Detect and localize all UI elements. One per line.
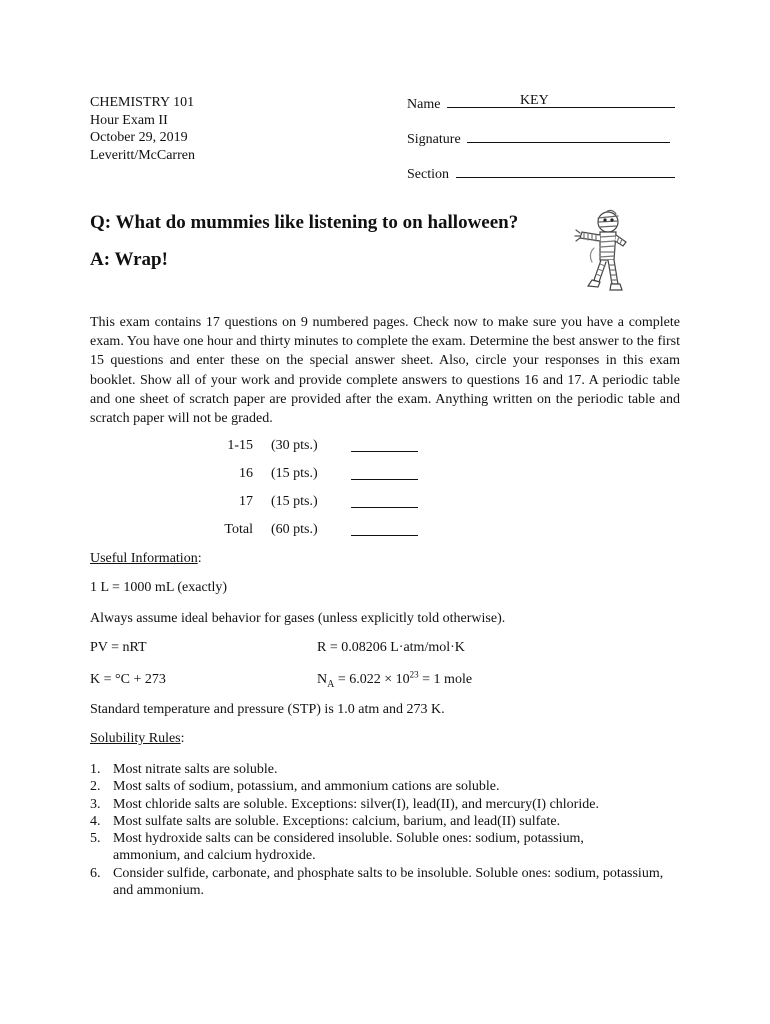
heading-colon: : [197,551,202,566]
solubility-heading [90,731,185,747]
ideal-gas-note: Always assume ideal behavior for gases (unless explicitly told otherwise). [90,611,506,626]
score-row [180,466,440,484]
avogadro-exponent: 23 [409,669,419,680]
name-label: Name [407,97,441,112]
avogadro-subscript: A [327,678,335,690]
section-field [407,164,675,183]
avogadro-number [317,669,473,690]
kelvin-conversion: K = °C + 273 [90,672,166,687]
useful-info-heading-text: Useful Information [90,551,198,566]
rule-text: Consider sulfide, carbonate, and phosphate salts to be insoluble. Soluble ones: sodium, potassium, and ammonium. [113,865,664,899]
avogadro-unit: = 1 mole [418,672,473,687]
list-item [90,778,690,795]
score-blank[interactable] [351,479,418,480]
name-line[interactable] [447,94,675,108]
rule-text: Most nitrate salts are soluble. [113,762,278,777]
score-row [180,438,440,456]
section-line[interactable] [456,164,675,178]
score-blank[interactable] [351,507,418,508]
course-title: CHEMISTRY 101 [90,95,195,110]
score-points: (15 pts.) [271,466,318,481]
score-row [180,494,440,512]
list-item [90,865,669,900]
score-row-total [180,522,440,540]
rule-text: Most sulfate salts are soluble. Exceptions: calcium, barium, and lead(II) sulfate. [113,813,561,829]
score-question: 1-15 [227,438,253,453]
exam-instructions: This exam contains 17 questions on 9 numbered pages. Check now to make sure you have a complete exam. You have one hour and thirty minutes to complete the exam. Determine the best answer to the first 15 questions and enter these on the special answer sheet. Also, circle your responses in this exam booklet. Show all of your work and provide complete answers to questions 16 and 17. A periodic table and one sheet of scratch paper are provided after the exam. Anything written on the periodic table and scratch paper will not be graded. [90,315,680,427]
name-value: KEY [519,93,549,108]
gas-constant: R = 0.08206 L·atm/mol·K [317,640,465,655]
signature-field [407,129,670,148]
signature-label: Signature [407,132,461,147]
useful-info-heading [90,551,202,567]
instructors: Leveritt/McCarren [90,147,195,163]
solubility-heading-text: Solubility Rules [90,731,181,746]
rule-text: Most chloride salts are soluble. Exceptions: silver(I), lead(II), and mercury(I) chloride. [113,796,599,812]
score-question: 17 [239,494,253,509]
score-question: 16 [239,466,253,481]
section-label: Section [407,167,449,182]
score-question: Total [224,522,253,537]
list-item [90,830,653,865]
rule-text: Most hydroxide salts can be considered insoluble. Soluble ones: sodium, potassium, ammonium, and calcium hydroxide. [113,831,584,864]
score-points: (60 pts.) [271,522,318,537]
score-blank[interactable] [351,451,418,452]
ideal-gas-law: PV = nRT [90,640,147,655]
score-points: (15 pts.) [271,494,318,509]
heading-colon: : [180,731,185,746]
solubility-rules-list [90,761,690,899]
stp-definition: Standard temperature and pressure (STP) is 1.0 atm and 273 K. [90,702,445,717]
score-points: (30 pts.) [271,438,318,453]
rule-number: 5. [90,831,101,847]
liter-conversion: 1 L = 1000 mL (exactly) [90,580,228,595]
rule-number: 6. [90,865,101,881]
name-field [407,94,675,113]
exam-date: October 29, 2019 [90,130,188,145]
avogadro-value: = 6.022 × 10 [334,672,410,687]
rule-number: 2. [90,779,101,795]
list-item [90,761,690,778]
rule-number: 3. [90,796,101,812]
list-item [90,796,690,813]
joke-answer: A: Wrap! [90,249,168,270]
rule-number: 1. [90,762,101,777]
score-blank[interactable] [351,535,418,536]
joke-question: Q: What do mummies like listening to on halloween? [90,212,519,233]
rule-number: 4. [90,813,101,829]
signature-line[interactable] [467,129,670,143]
course-header [90,94,195,164]
mummy-icon [570,208,630,294]
avogadro-symbol: N [317,672,328,687]
list-item [90,813,690,830]
rule-text: Most salts of sodium, potassium, and ammonium cations are soluble. [113,779,500,795]
exam-title: Hour Exam II [90,112,168,128]
